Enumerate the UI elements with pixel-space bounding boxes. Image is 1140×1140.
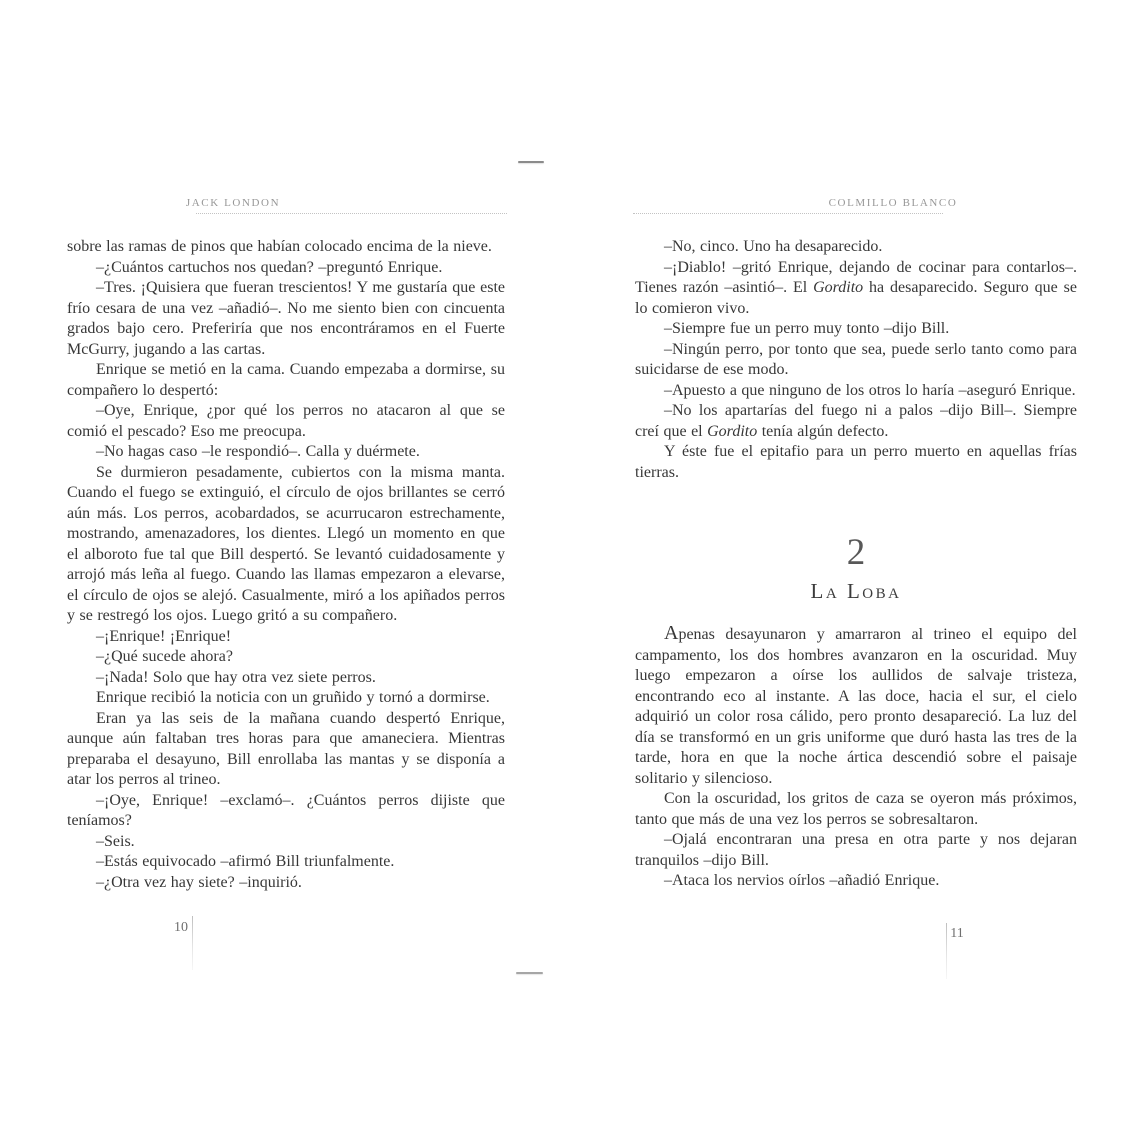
paragraph-text: penas desayunaron y amarraron al trineo el equipo del campamento, los dos hombres avanzaron en la oscuridad. Muy luego empezaron a oírse los aullidos de salvaje tristeza, encontrando eco al instante. A las doce, hacia el sur, el cielo adquirió un color rosa cálido, pero pronto desapareció. La luz del día se transformó en un gris uniforme que duró hasta las tres de la tarde, hora en que la noche ártica descendió sobre el paisaje solitario y silencioso. [635,626,1077,787]
scan-crease-right [946,923,947,979]
paragraph-text: –Ataca los nervios oírlos –añadió Enrique. [664,872,940,889]
paragraph [67,360,505,401]
paragraph [67,873,505,894]
paragraph [635,830,1077,871]
paragraph-text: –¡Diablo! –gritó Enrique, dejando de cocinar para contarlos–. Tienes razón –asintió–. El [635,258,1077,296]
paragraph-text: Y éste fue el epitafio para un perro muerto en aquellas frías tierras. [635,443,1077,481]
paragraph [635,401,1077,442]
paragraph [635,319,1077,340]
paragraph-text: –Ningún perro, por tonto que sea, puede serlo tanto como para suicidarse de ese modo. [635,340,1077,378]
paragraph [67,237,505,258]
fold-mark-top [518,161,544,163]
paragraph-text: –No, cinco. Uno ha desaparecido. [664,238,883,255]
paragraph [67,668,505,689]
header-rule-left [196,213,507,214]
paragraph-text: –¡Oye, Enrique! –exclamó–. ¿Cuántos perros dijiste que teníamos? [67,791,505,829]
scan-crease-left [192,916,193,970]
paragraph [635,871,1077,892]
paragraph-text: –¡Nada! Solo que hay otra vez siete perros. [96,668,376,686]
paragraph [635,789,1077,830]
paragraph [67,852,505,873]
paragraph [67,258,505,279]
paragraph [67,442,505,463]
page-number-left: 10 [174,920,188,935]
paragraph-text: –Seis. [96,832,135,850]
paragraph-text: –Ojalá encontraran una presa en otra parte y nos dejaran tranquilos –dijo Bill. [635,831,1077,869]
header-rule-right [633,213,943,214]
paragraph-text: –¿Qué sucede ahora? [96,648,233,665]
right-page-body-before-chapter [635,237,1077,483]
chapter-title: La Loba [810,579,902,603]
paragraph-text: Se durmieron pesadamente, cubiertos con la misma manta. Cuando el fuego se extinguió, el círculo de ojos brillantes se cerró aún más. Los perros, acobardados, se acurrucaron estrechamente, mostrando, amenazadores, los dientes. Llegó un momento en que el alboroto fue tal que Bill despertó. Se levantó cuidadosamente y arrojó más leña al fuego. Cuando las llamas empezaron a elevarse, el círculo de ojos se alejó. Casualmente, miró a los apiñados perros y se restregó los ojos. Luego gritó a su compañero. [67,463,505,624]
chapter-number: 2 [846,532,866,573]
paragraph-text: –¿Otra vez hay siete? –inquirió. [96,873,302,891]
paragraph-text: –Estás equivocado –afirmó Bill triunfalmente. [96,853,395,870]
paragraph [67,627,505,648]
fold-mark-bottom [516,972,543,974]
paragraph-text: –Oye, Enrique, ¿por qué los perros no atacaron al que se comió el pescado? Eso me preocupa. [67,402,505,440]
page-number-right: 11 [950,926,964,941]
paragraph [635,381,1077,402]
paragraph-text: Eran ya las seis de la mañana cuando despertó Enrique, aunque aún faltaban tres horas para que amaneciera. Mientras preparaba el desayuno, Bill enrollaba las mantas y se disponía a atar los perros al trineo. [67,709,505,788]
paragraph-text: –Tres. ¡Quisiera que fueran trescientos! Y me gustaría que este frío cesara de una vez –añadió–. No me siento bien con cincuenta grados bajo cero. Preferiría que nos encontráramos en el Fuerte McGurry, jugando a las cartas. [67,279,505,358]
paragraph [67,463,505,627]
paragraph-initial-letter: A [664,622,679,644]
paragraph-text: –¿Cuántos cartuchos nos quedan? –preguntó Enrique. [96,258,443,276]
paragraph [67,832,505,853]
paragraph-text: –¡Enrique! ¡Enrique! [96,627,232,645]
paragraph-text: –No los apartarías del fuego ni a palos –dijo Bill–. Siempre creí que el [635,402,1077,440]
paragraph-text: –Apuesto a que ninguno de los otros lo haría –aseguró Enrique. [664,381,1076,399]
paragraph [635,623,1077,789]
paragraph-text: ha desaparecido. Seguro que se lo comieron vivo. [635,279,1077,317]
italic-text: Gordito [707,422,758,440]
paragraph [635,340,1077,381]
left-page-body [67,237,505,893]
running-head-title: COLMILLO BLANCO [828,197,958,209]
paragraph [67,647,505,668]
running-head-author: JACK LONDON [185,197,281,209]
left-page [67,237,505,893]
paragraph [67,401,505,442]
italic-text: Gordito [813,279,864,296]
paragraph [67,791,505,832]
paragraph [67,688,505,709]
paragraph-text: tenía algún defecto. [757,422,889,440]
paragraph-text: Enrique se metió en la cama. Cuando empezaba a dormirse, su compañero lo despertó: [67,361,505,399]
paragraph [67,278,505,360]
right-page [635,237,1077,892]
paragraph-text: sobre las ramas de pinos que habían colocado encima de la nieve. [67,238,492,255]
paragraph-text: Enrique recibió la noticia con un gruñido y tornó a dormirse. [96,689,490,706]
paragraph-text: –Siempre fue un perro muy tonto –dijo Bill. [664,320,950,337]
paragraph [635,442,1077,483]
right-page-body-after-chapter [635,623,1077,892]
paragraph [635,237,1077,258]
paragraph-text: –No hagas caso –le respondió–. Calla y duérmete. [96,443,420,460]
paragraph [635,258,1077,320]
paragraph [67,709,505,791]
paragraph-text: Con la oscuridad, los gritos de caza se oyeron más próximos, tanto que más de una vez los perros se sobresaltaron. [635,790,1077,828]
